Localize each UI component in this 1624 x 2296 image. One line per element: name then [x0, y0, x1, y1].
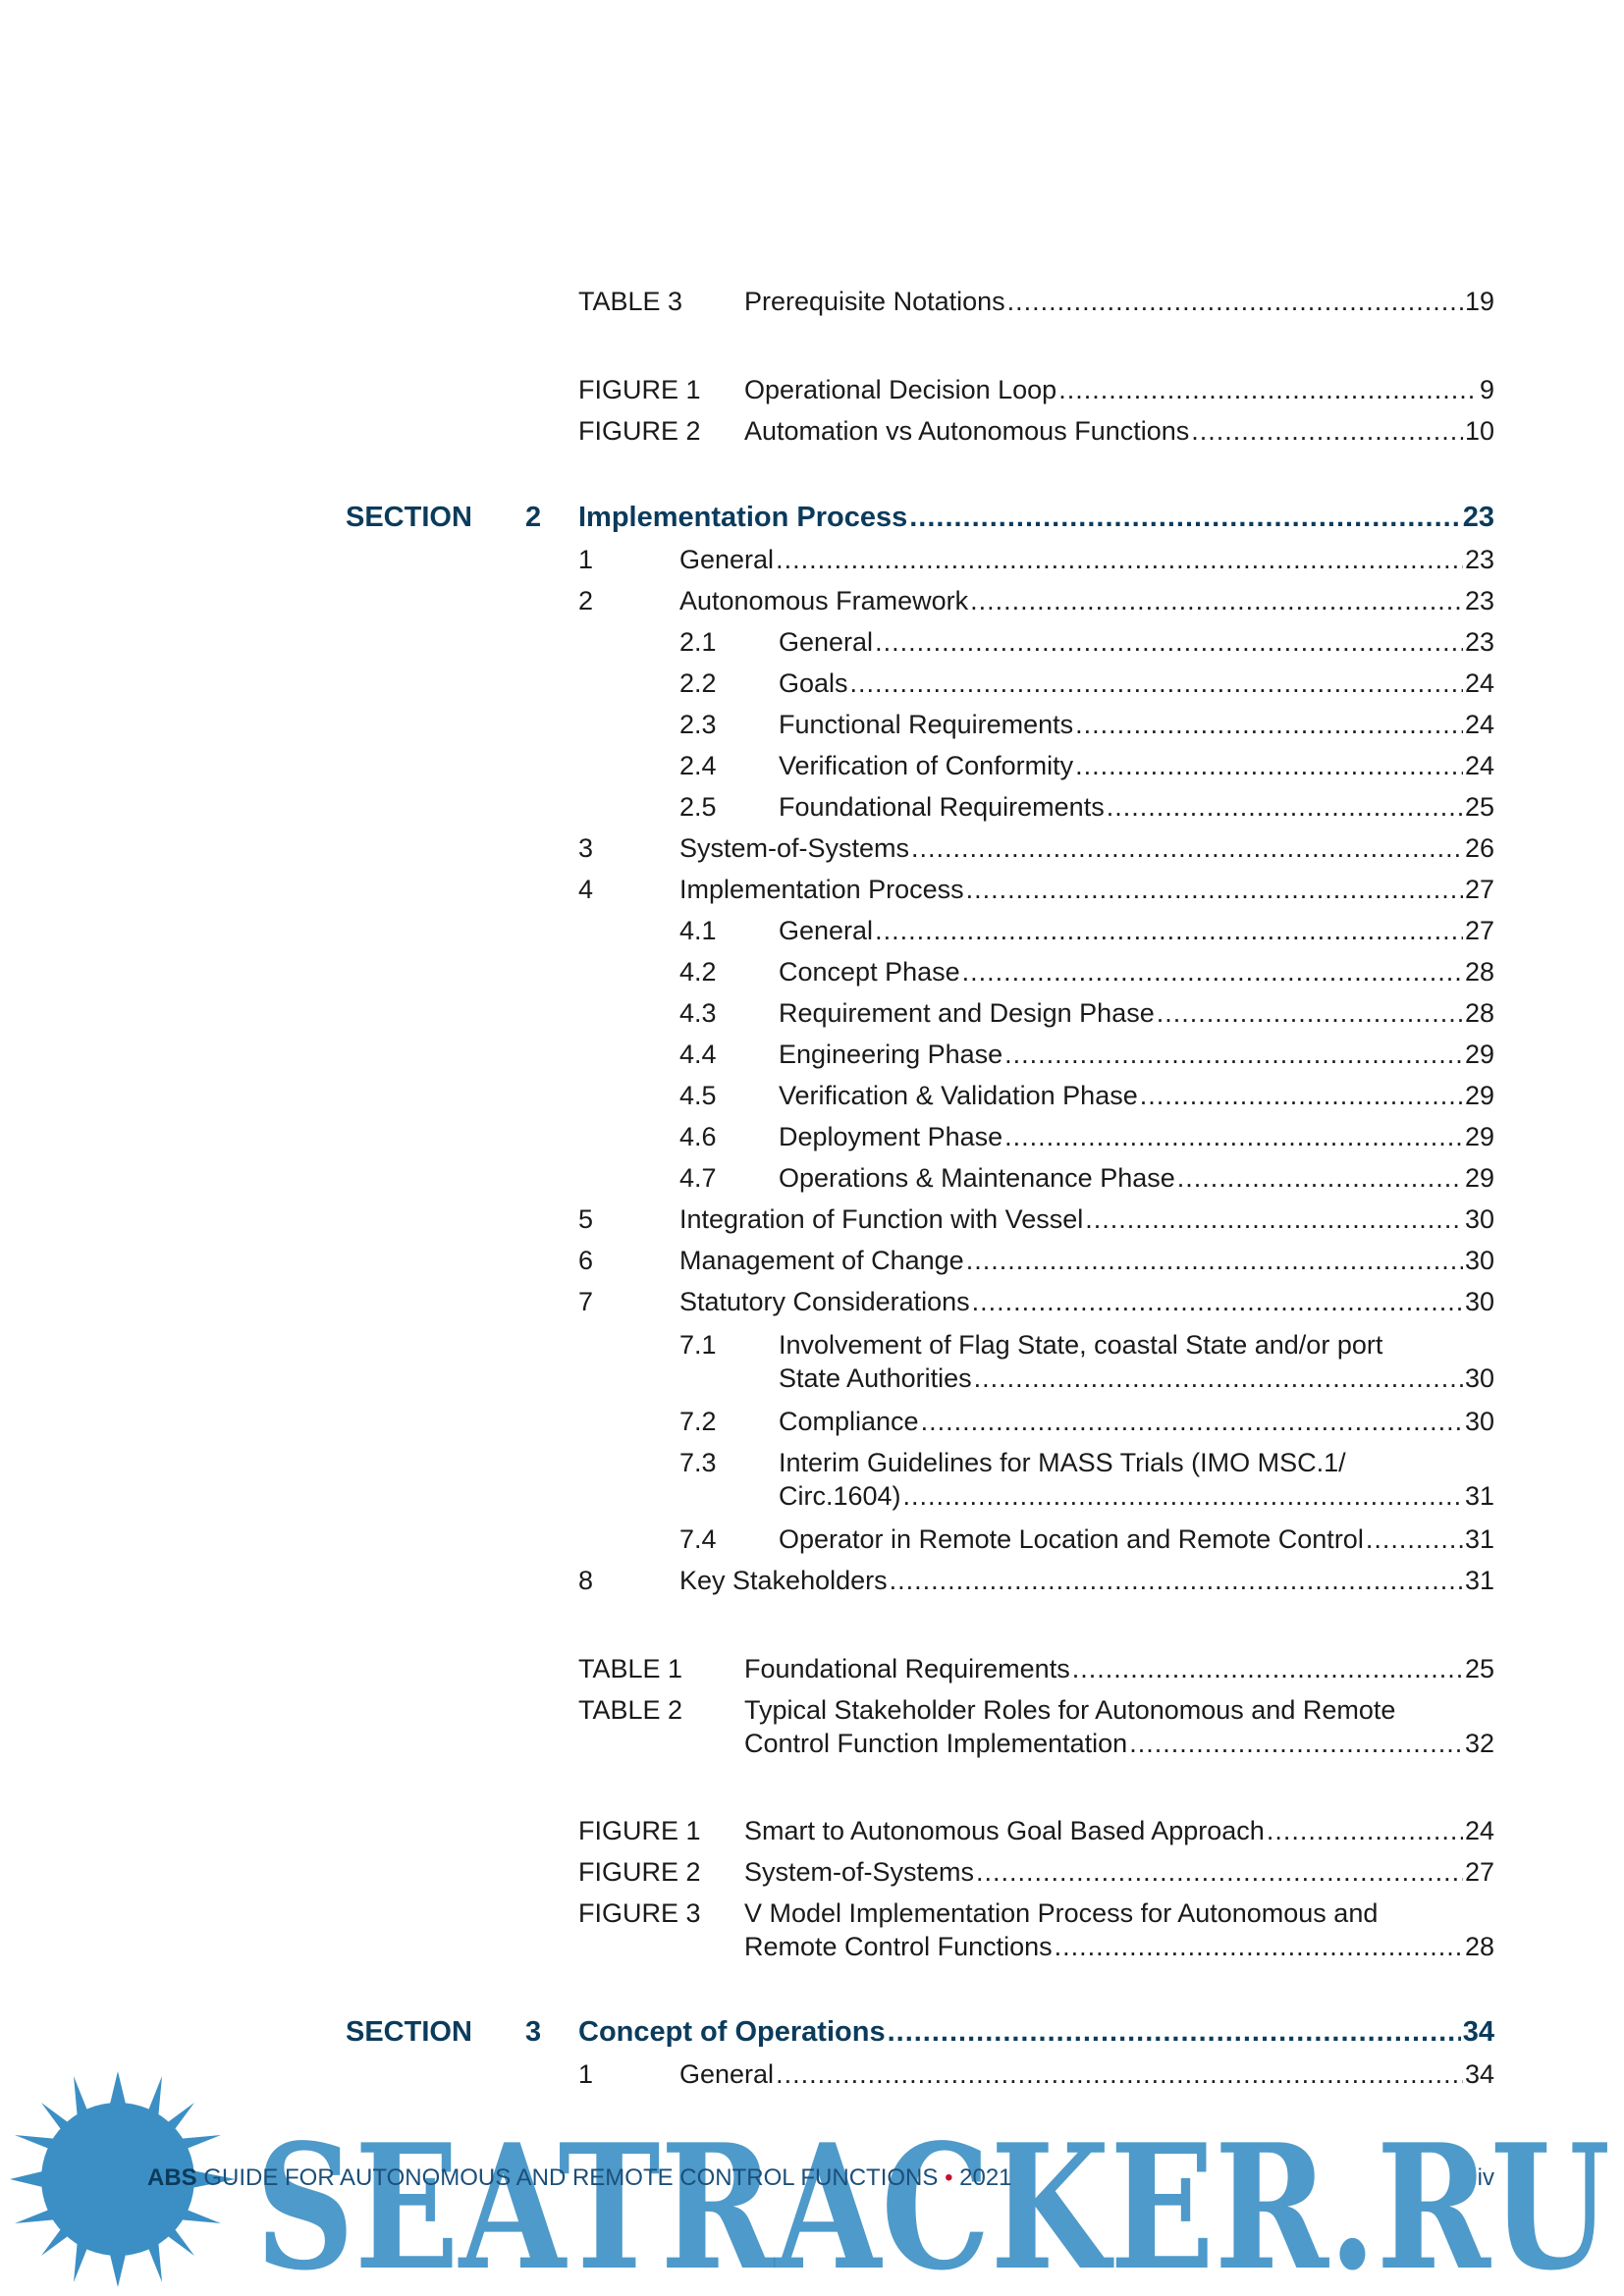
toc-row-number: FIGURE 2	[578, 416, 701, 446]
toc-row-number: 4.1	[679, 916, 717, 945]
section-number: 2	[525, 502, 542, 533]
toc-row-number: 2	[578, 586, 594, 615]
toc-row-title: System-of-Systems	[744, 1857, 975, 1887]
toc-row-page: 28	[1464, 957, 1494, 987]
toc-row-number: 6	[578, 1246, 594, 1275]
watermark-text: SEATRACKER.RU	[255, 2108, 1610, 2296]
page-footer	[147, 2164, 1012, 2192]
toc-row-page: 24	[1464, 668, 1494, 698]
toc-row-title: General	[779, 627, 874, 657]
toc-row-number: 4	[578, 875, 594, 904]
leader-dots	[1058, 373, 1478, 406]
leader-dots	[974, 1362, 1463, 1395]
toc-row-title-line1: Interim Guidelines for MASS Trials (IMO MSC.1/	[779, 1448, 1346, 1477]
leader-dots	[1004, 1038, 1463, 1071]
toc-row-title: Management of Change	[679, 1246, 964, 1275]
toc-row-number: 1	[578, 545, 594, 574]
leader-dots	[911, 831, 1463, 865]
section-title: Implementation Process	[578, 502, 908, 533]
toc-row-title: Remote Control Functions	[744, 1932, 1053, 1961]
toc-row-number: TABLE 3	[578, 287, 683, 316]
leader-dots	[1157, 996, 1463, 1030]
toc-row-page: 23	[1464, 627, 1494, 657]
toc-row-number: 3	[578, 833, 594, 863]
toc-row-title: Control Function Implementation	[744, 1729, 1128, 1758]
leader-dots	[976, 1855, 1463, 1889]
leader-dots	[1007, 285, 1463, 318]
leader-dots	[921, 1405, 1463, 1438]
footer-bullet: •	[945, 2164, 953, 2191]
leader-dots	[1085, 1202, 1463, 1236]
toc-row-number: 4.7	[679, 1163, 717, 1193]
toc-row-title: Requirement and Design Phase	[779, 998, 1155, 1028]
toc-row-page: 28	[1464, 998, 1494, 1028]
leader-dots	[1107, 790, 1463, 824]
leader-dots	[909, 501, 1461, 534]
toc-row-page: 30	[1464, 1204, 1494, 1234]
toc-row-number: 2.4	[679, 751, 717, 780]
toc-row-number: 7	[578, 1287, 594, 1316]
leader-dots	[966, 1244, 1463, 1277]
leader-dots	[890, 1564, 1463, 1597]
brand-logo: ABS	[147, 2164, 197, 2191]
toc-row-page: 24	[1464, 710, 1494, 739]
toc-row-title: Prerequisite Notations	[744, 287, 1005, 316]
toc-row-page: 29	[1464, 1163, 1494, 1193]
toc-row-title: Verification of Conformity	[779, 751, 1074, 780]
toc-row-number: 7.1	[679, 1330, 717, 1360]
toc-row-title-line1: V Model Implementation Process for Autonomous and	[744, 1898, 1379, 1928]
leader-dots	[888, 2015, 1461, 2049]
toc-row-page: 27	[1464, 916, 1494, 945]
page-number: iv	[1477, 2164, 1494, 2191]
toc-row-title: Goals	[779, 668, 848, 698]
leader-dots	[1129, 1727, 1463, 1760]
toc-row-title: State Authorities	[779, 1363, 972, 1393]
toc-row-page: 34	[1464, 2059, 1494, 2089]
toc-row-page: 30	[1464, 1363, 1494, 1393]
toc-row-page: 29	[1464, 1081, 1494, 1110]
section-page: 23	[1462, 502, 1494, 533]
toc-row-title: Statutory Considerations	[679, 1287, 970, 1316]
section-page: 34	[1462, 2016, 1494, 2048]
toc-row-page: 25	[1464, 1654, 1494, 1683]
toc-row-page: 24	[1464, 1816, 1494, 1845]
toc-row-title: Integration of Function with Vessel	[679, 1204, 1084, 1234]
toc-row-title: Functional Requirements	[779, 710, 1074, 739]
toc-row-page: 29	[1464, 1122, 1494, 1151]
toc-row-page: 23	[1464, 586, 1494, 615]
toc-row-number: 4.4	[679, 1040, 717, 1069]
leader-dots	[1366, 1522, 1463, 1556]
toc-row-title: Operator in Remote Location and Remote Control	[779, 1524, 1364, 1554]
toc-row-page: 31	[1464, 1524, 1494, 1554]
toc-row-title: Circ.1604)	[779, 1481, 901, 1511]
toc-row-page: 30	[1464, 1287, 1494, 1316]
toc-row-number: 4.3	[679, 998, 717, 1028]
toc-row-number: 2.2	[679, 668, 717, 698]
toc-row-page: 26	[1464, 833, 1494, 863]
toc-row-number: 2.5	[679, 792, 717, 822]
toc-row-number: 8	[578, 1566, 594, 1595]
toc-row-number: 5	[578, 1204, 594, 1234]
toc-row-title: Compliance	[779, 1407, 919, 1436]
leader-dots	[1004, 1120, 1463, 1153]
toc-row-page: 9	[1479, 375, 1494, 404]
leader-dots	[1072, 1652, 1463, 1685]
toc-row-page: 10	[1464, 416, 1494, 446]
leader-dots	[972, 1285, 1463, 1318]
leader-dots	[1055, 1930, 1463, 1963]
leader-dots	[776, 543, 1463, 576]
toc-row-title: Autonomous Framework	[679, 586, 969, 615]
toc-row-title: Deployment Phase	[779, 1122, 1003, 1151]
leader-dots	[966, 873, 1463, 906]
toc-row-number: FIGURE 3	[578, 1898, 701, 1928]
leader-dots	[1177, 1161, 1463, 1195]
leader-dots	[875, 625, 1463, 659]
toc-row-title: Key Stakeholders	[679, 1566, 888, 1595]
toc-row-number: 4.2	[679, 957, 717, 987]
toc-row-number: FIGURE 1	[578, 1816, 701, 1845]
leader-dots	[1075, 708, 1463, 741]
toc-row-title: General	[679, 2059, 775, 2089]
toc-row-title-line1: Typical Stakeholder Roles for Autonomous and Remote	[744, 1695, 1396, 1725]
section-label: SECTION	[346, 502, 472, 533]
toc-row-title: Operational Decision Loop	[744, 375, 1057, 404]
toc-row-number: 7.3	[679, 1448, 717, 1477]
footer-title: GUIDE FOR AUTONOMOUS AND REMOTE CONTROL FUNCTIONS	[196, 2164, 946, 2191]
toc-row-number: 2.1	[679, 627, 717, 657]
leader-dots	[970, 584, 1463, 617]
toc-row-title: Foundational Requirements	[744, 1654, 1070, 1683]
leader-dots	[875, 914, 1463, 947]
toc-row-number: FIGURE 2	[578, 1857, 701, 1887]
toc-row-page: 30	[1464, 1246, 1494, 1275]
toc-row-page: 28	[1464, 1932, 1494, 1961]
toc-row-number: TABLE 1	[578, 1654, 683, 1683]
toc-row-title: Implementation Process	[679, 875, 964, 904]
toc-row-page: 23	[1464, 545, 1494, 574]
toc-row-page: 31	[1464, 1566, 1494, 1595]
toc-row-title: System-of-Systems	[679, 833, 910, 863]
toc-row-title: Verification & Validation Phase	[779, 1081, 1138, 1110]
toc-row-title: Automation vs Autonomous Functions	[744, 416, 1190, 446]
section-title: Concept of Operations	[578, 2016, 886, 2048]
toc-row-page: 27	[1464, 875, 1494, 904]
section-label: SECTION	[346, 2016, 472, 2048]
toc-row-number: 2.3	[679, 710, 717, 739]
toc-row-number: 4.5	[679, 1081, 717, 1110]
toc-row-title: Foundational Requirements	[779, 792, 1105, 822]
leader-dots	[1191, 414, 1463, 448]
toc-row-number: 7.4	[679, 1524, 717, 1554]
toc-row-number: FIGURE 1	[578, 375, 701, 404]
leader-dots	[903, 1479, 1463, 1513]
toc-row-title-line1: Involvement of Flag State, coastal State and/or port	[779, 1330, 1383, 1360]
toc-row-title: General	[779, 916, 874, 945]
toc-row-number: 4.6	[679, 1122, 717, 1151]
leader-dots	[850, 667, 1463, 700]
toc-row-page: 24	[1464, 751, 1494, 780]
leader-dots	[962, 955, 1463, 988]
toc-row-title: Engineering Phase	[779, 1040, 1003, 1069]
leader-dots	[1140, 1079, 1463, 1112]
section-number: 3	[525, 2016, 542, 2048]
footer-year: 2021	[952, 2164, 1012, 2191]
toc-row-page: 32	[1464, 1729, 1494, 1758]
toc-row-title: Operations & Maintenance Phase	[779, 1163, 1175, 1193]
toc-row-page: 19	[1464, 287, 1494, 316]
leader-dots	[1075, 749, 1463, 782]
toc-row-page: 25	[1464, 792, 1494, 822]
toc-row-page: 31	[1464, 1481, 1494, 1511]
toc-row-number: 1	[578, 2059, 594, 2089]
toc-row-title: Smart to Autonomous Goal Based Approach	[744, 1816, 1265, 1845]
toc-row-page: 27	[1464, 1857, 1494, 1887]
toc-row-number: TABLE 2	[578, 1695, 683, 1725]
leader-dots	[1267, 1814, 1463, 1847]
toc-row-title: General	[679, 545, 775, 574]
toc-row-page: 30	[1464, 1407, 1494, 1436]
toc-row-number: 7.2	[679, 1407, 717, 1436]
toc-row-title: Concept Phase	[779, 957, 960, 987]
toc-row-page: 29	[1464, 1040, 1494, 1069]
